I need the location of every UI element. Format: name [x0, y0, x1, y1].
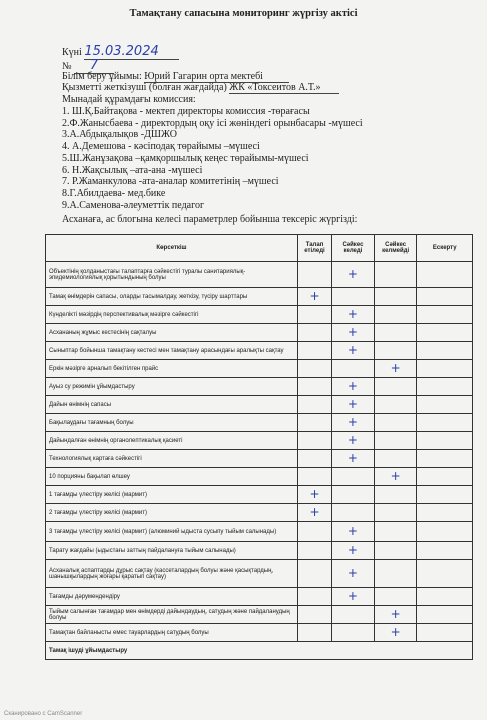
row-label: Технологиялық картаға сәйкестігі	[46, 450, 298, 468]
table-row	[46, 450, 473, 468]
mark-cell	[332, 324, 375, 342]
mark-cell	[332, 624, 375, 642]
number-value: 7	[74, 58, 114, 74]
mark-cell	[297, 588, 331, 606]
commission-member: 9.А.Саменова-әлеуметтік педагог	[62, 199, 205, 211]
table-row	[46, 262, 473, 288]
handwritten-tick: +	[347, 524, 358, 538]
mark-cell	[374, 606, 417, 624]
row-label: Еркін мәзірге арналып бекітілген прайс	[46, 360, 298, 378]
mark-cell	[332, 414, 375, 432]
handwritten-tick: +	[347, 397, 358, 411]
mark-cell	[374, 504, 417, 522]
handwritten-tick: +	[347, 343, 358, 357]
handwritten-tick: +	[390, 361, 401, 375]
mark-cell	[297, 396, 331, 414]
table-row	[46, 486, 473, 504]
mark-cell	[297, 342, 331, 360]
commission-member: 3.А.Абдықалықов -ДШЖО	[62, 129, 177, 141]
row-label: Күнделікті мәзірдің перспективалық мәзірге сәйкестігі	[46, 306, 298, 324]
row-label: Асхананың жұмыс кестесінің сақталуы	[46, 324, 298, 342]
commission-member: 1. Ш.Қ.Байтақова - мектеп директоры комиссия -төрағасы	[62, 106, 310, 117]
table-row	[46, 378, 473, 396]
mark-cell	[297, 468, 331, 486]
handwritten-tick: +	[347, 433, 358, 447]
document-title: Тамақтану сапасына мониторинг жүргізу актісі	[129, 8, 358, 19]
handwritten-tick: +	[309, 505, 320, 519]
mark-cell	[417, 360, 473, 378]
org-label: Білім беру ұйымы:	[62, 71, 142, 82]
mark-cell	[417, 504, 473, 522]
commission-member: 8.Г.Абилдаева- мед.бике	[62, 187, 166, 199]
mark-cell	[417, 324, 473, 342]
mark-cell	[297, 432, 331, 450]
row-label: Асханалық аспаптарды дұрыс сақтау (кассеталардың болуы және қасықтардың, шанышқылардың жоғары қаратып сақтау)	[46, 560, 298, 588]
header-indicator: Көрсеткіш	[46, 235, 298, 262]
mark-cell	[417, 306, 473, 324]
mark-cell	[417, 624, 473, 642]
mark-cell	[417, 396, 473, 414]
table-row	[46, 560, 473, 588]
mark-cell	[374, 468, 417, 486]
mark-cell	[374, 542, 417, 560]
table-row	[46, 360, 473, 378]
mark-cell	[374, 486, 417, 504]
mark-cell	[297, 414, 331, 432]
mark-cell	[374, 306, 417, 324]
mark-cell	[297, 542, 331, 560]
mark-cell	[332, 468, 375, 486]
row-label: Тамақтан байланысты емес тауарлардың сатудың болуы	[46, 624, 298, 642]
table-row	[46, 624, 473, 642]
mark-cell	[417, 606, 473, 624]
commission-member: 4. А.Демешова - кәсіподақ төрайымы –мүшесі	[62, 141, 260, 153]
handwritten-tick: +	[309, 289, 320, 303]
row-label: Тамақ өнімдерін сапасы, оларды тасымалдау, жеткізу, түсіру шарттары	[46, 288, 298, 306]
mark-cell	[297, 378, 331, 396]
mark-cell	[297, 288, 331, 306]
intro-text: Асханаға, ас блогына келесі параметрлер бойынша тексеріс жүргізді:	[62, 214, 358, 225]
mark-cell	[374, 560, 417, 588]
mark-cell	[332, 486, 375, 504]
mark-cell	[374, 396, 417, 414]
mark-cell	[297, 560, 331, 588]
row-label: Дайын өнімнің сапасы	[46, 396, 298, 414]
handwritten-tick: +	[390, 607, 401, 621]
provider-row	[62, 82, 339, 94]
mark-cell	[332, 606, 375, 624]
table-row	[46, 414, 473, 432]
mark-cell	[297, 504, 331, 522]
row-label: Тыйым салынған тағамдар мен өнімдерді дайындаудың, сатудың және пайдаланудың болуы	[46, 606, 298, 624]
row-label: Ауыз су режимін ұйымдастыру	[46, 378, 298, 396]
table-row	[46, 342, 473, 360]
table-row	[46, 588, 473, 606]
table-row	[46, 306, 473, 324]
mark-cell	[297, 624, 331, 642]
header-noncompliant: Сәйкес келмейді	[374, 235, 417, 262]
table-row	[46, 288, 473, 306]
table-row	[46, 504, 473, 522]
mark-cell	[332, 262, 375, 288]
mark-cell	[332, 288, 375, 306]
monitoring-table	[45, 234, 473, 660]
mark-cell	[374, 262, 417, 288]
org-value: Юрий Гагарин орта мектебі	[144, 71, 289, 83]
row-label: Бақылаудағы тағамның болуы	[46, 414, 298, 432]
commission-header: Мынадай құрамдағы комиссия:	[62, 94, 196, 105]
mark-cell	[297, 606, 331, 624]
table-row	[46, 606, 473, 624]
mark-cell	[374, 378, 417, 396]
mark-cell	[297, 262, 331, 288]
commission-member: 6. Н.Жақсылық –ата-ана -мүшесі	[62, 164, 203, 176]
mark-cell	[332, 560, 375, 588]
mark-cell	[297, 360, 331, 378]
mark-cell	[297, 450, 331, 468]
commission-member: 2.Ф.Жанысбаева - директордың оқу ісі жөніндегі орынбасары -мүшесі	[62, 117, 363, 129]
row-label: Сыныптар бойынша тамақтану кестесі мен тамақтану арасындағы аралықты сақтау	[46, 342, 298, 360]
table-header-row	[46, 235, 473, 262]
mark-cell	[374, 432, 417, 450]
mark-cell	[417, 414, 473, 432]
section-row	[46, 642, 473, 660]
commission-member: 7. Р.Жаманкулова -ата-аналар комитетінің –мүшесі	[62, 176, 279, 188]
mark-cell	[374, 414, 417, 432]
handwritten-tick: +	[347, 543, 358, 557]
mark-cell	[374, 522, 417, 542]
header-compliant: Сәйкес келеді	[332, 235, 375, 262]
mark-cell	[417, 450, 473, 468]
handwritten-tick: +	[309, 487, 320, 501]
provider-value: ЖК «Токсеитов А.Т.»	[229, 82, 339, 94]
mark-cell	[332, 504, 375, 522]
table-row	[46, 396, 473, 414]
mark-cell	[374, 288, 417, 306]
date-value: 15.03.2024	[84, 44, 179, 60]
date-label: Күні	[62, 47, 82, 58]
mark-cell	[417, 432, 473, 450]
mark-cell	[332, 360, 375, 378]
mark-cell	[297, 486, 331, 504]
number-label: №	[62, 61, 72, 72]
mark-cell	[332, 342, 375, 360]
mark-cell	[374, 588, 417, 606]
mark-cell	[332, 396, 375, 414]
handwritten-tick: +	[390, 625, 401, 639]
handwritten-tick: +	[347, 307, 358, 321]
mark-cell	[332, 542, 375, 560]
table-row	[46, 432, 473, 450]
mark-cell	[332, 588, 375, 606]
handwritten-tick: +	[347, 451, 358, 465]
mark-cell	[332, 522, 375, 542]
row-label: Тағамды дәрумендендіру	[46, 588, 298, 606]
handwritten-tick: +	[347, 589, 358, 603]
row-label: 10 порцияны бақылап өлшеу	[46, 468, 298, 486]
mark-cell	[297, 306, 331, 324]
mark-cell	[417, 378, 473, 396]
row-label: 1 тағамды үлестіру желісі (мармит)	[46, 486, 298, 504]
handwritten-tick: +	[347, 325, 358, 339]
mark-cell	[417, 542, 473, 560]
mark-cell	[417, 486, 473, 504]
row-label: 2 тағамды үлестіру желісі (мармит)	[46, 504, 298, 522]
section-label: Тамақ ішуді ұйымдастыру	[46, 642, 473, 660]
header-note: Ескерту	[417, 235, 473, 262]
row-label: Объектінің қолданыстағы талаптарға сәйкестігі туралы санитариялық-эпидемиологиялық қорытындының болуы	[46, 262, 298, 288]
handwritten-tick: +	[390, 469, 401, 483]
handwritten-tick: +	[347, 267, 358, 281]
table-row	[46, 522, 473, 542]
mark-cell	[417, 262, 473, 288]
mark-cell	[297, 324, 331, 342]
table-row	[46, 542, 473, 560]
handwritten-tick: +	[347, 379, 358, 393]
mark-cell	[417, 342, 473, 360]
row-label: Тарату жағдайы (ыдыстағы заттың пайдалануға тыйым салынады)	[46, 542, 298, 560]
row-label: 3 тағамды үлестіру желісі (мармит) (алюминий ыдыста сусыпу тыйым салынады)	[46, 522, 298, 542]
mark-cell	[374, 624, 417, 642]
mark-cell	[417, 588, 473, 606]
mark-cell	[374, 342, 417, 360]
mark-cell	[332, 306, 375, 324]
table-row	[46, 468, 473, 486]
mark-cell	[374, 450, 417, 468]
table-row	[46, 324, 473, 342]
mark-cell	[332, 450, 375, 468]
mark-cell	[417, 288, 473, 306]
mark-cell	[374, 324, 417, 342]
mark-cell	[332, 378, 375, 396]
mark-cell	[417, 522, 473, 542]
handwritten-tick: +	[347, 566, 358, 580]
header-required: Талап етіледі	[297, 235, 331, 262]
provider-label: Қызметті жеткізуші (болған жағдайда)	[62, 82, 227, 93]
commission-member: 5.Ш.Жанұзақова –қамқоршылық кеңес төрайымы-мүшесі	[62, 152, 309, 164]
mark-cell	[297, 522, 331, 542]
handwritten-tick: +	[347, 415, 358, 429]
mark-cell	[417, 560, 473, 588]
mark-cell	[332, 432, 375, 450]
row-label: Дайындалған өнімнің органолептикалық қасиеті	[46, 432, 298, 450]
scanner-footer: Сканировано с CamScanner	[4, 711, 83, 717]
mark-cell	[374, 360, 417, 378]
mark-cell	[417, 468, 473, 486]
